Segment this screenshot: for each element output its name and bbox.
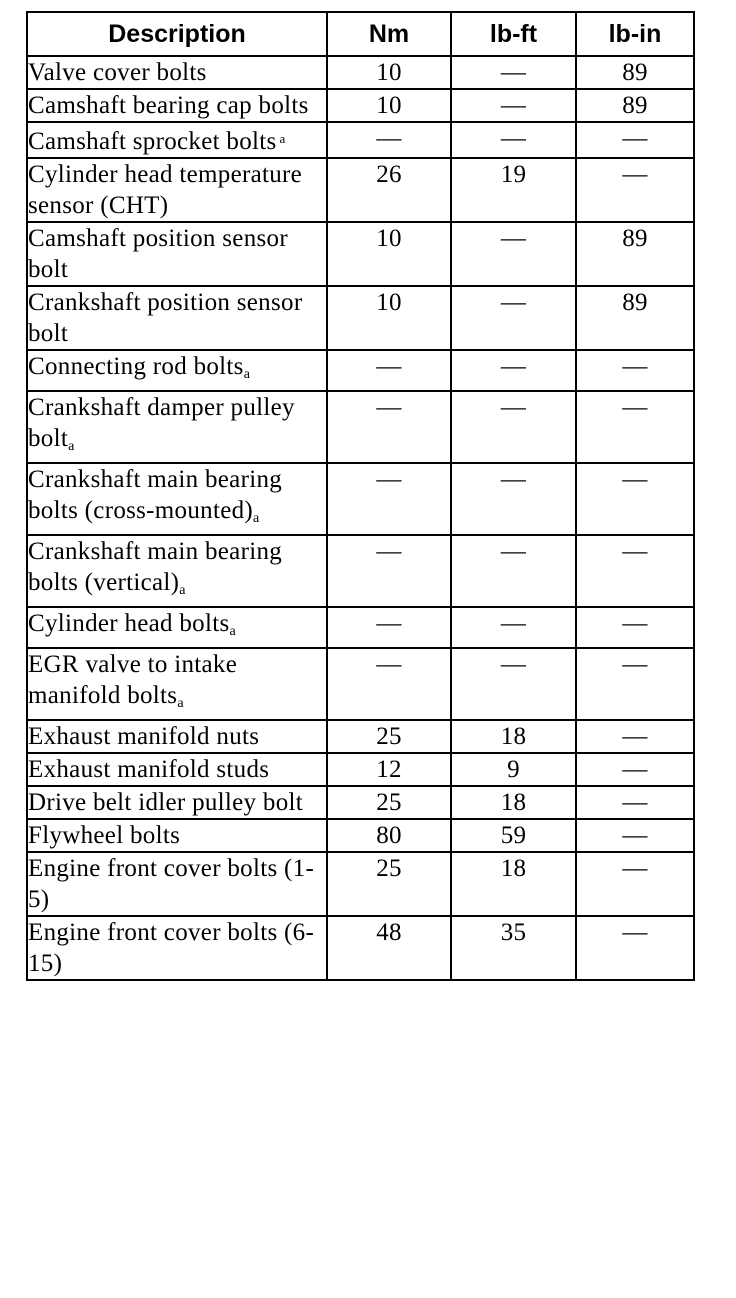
description-text: Valve cover bolts (28, 59, 207, 86)
nm-value-cell: — (327, 607, 451, 648)
nm-value-cell: 10 (327, 89, 451, 122)
lb-ft-value-cell: — (451, 122, 576, 158)
lb-in-value-cell: — (576, 753, 694, 786)
description-cell (27, 535, 327, 607)
description-text: Cylinder head temperature sensor (CHT) (28, 161, 303, 219)
lb-ft-value-cell: — (451, 607, 576, 648)
lb-ft-value-cell: — (451, 463, 576, 535)
lb-ft-value-cell: — (451, 648, 576, 720)
lb-in-value-cell: — (576, 391, 694, 463)
footnote-marker: a (279, 131, 286, 146)
table-header-row (27, 12, 694, 56)
table-row (27, 391, 694, 463)
lb-ft-value-cell: 18 (451, 786, 576, 819)
lb-in-value-cell: 89 (576, 222, 694, 286)
torque-specification-table (26, 11, 695, 981)
footnote-marker: a (253, 511, 260, 526)
table-row (27, 463, 694, 535)
description-text: Connecting rod bolts (28, 353, 244, 380)
description-cell (27, 463, 327, 535)
lb-in-value-cell: — (576, 786, 694, 819)
lb-in-value-cell: — (576, 122, 694, 158)
lb-ft-value-cell: 59 (451, 819, 576, 852)
table-row (27, 158, 694, 222)
footnote-marker: a (243, 367, 251, 382)
header-nm: Nm (327, 12, 451, 56)
description-cell (27, 286, 327, 350)
table-body (27, 56, 694, 980)
table-row (27, 786, 694, 819)
lb-ft-value-cell: — (451, 535, 576, 607)
description-text: Crankshaft main bearing bolts (cross-mounted) (28, 466, 283, 524)
nm-value-cell: — (327, 391, 451, 463)
description-cell (27, 350, 327, 391)
table-row (27, 819, 694, 852)
nm-value-cell: 12 (327, 753, 451, 786)
nm-value-cell: 10 (327, 56, 451, 89)
lb-in-value-cell: — (576, 648, 694, 720)
header-lb-ft: lb-ft (451, 12, 576, 56)
footnote-marker: a (229, 624, 237, 639)
description-cell (27, 720, 327, 753)
description-cell (27, 158, 327, 222)
table-row (27, 89, 694, 122)
description-cell (27, 391, 327, 463)
nm-value-cell: 26 (327, 158, 451, 222)
description-text: Exhaust manifold nuts (28, 723, 260, 750)
table-row (27, 648, 694, 720)
description-cell (27, 56, 327, 89)
lb-ft-value-cell: — (451, 222, 576, 286)
nm-value-cell: 48 (327, 916, 451, 980)
lb-ft-value-cell: — (451, 56, 576, 89)
table-row (27, 222, 694, 286)
nm-value-cell: 25 (327, 852, 451, 916)
lb-in-value-cell: — (576, 535, 694, 607)
lb-ft-value-cell: 9 (451, 753, 576, 786)
nm-value-cell: — (327, 648, 451, 720)
table-row (27, 607, 694, 648)
footnote-marker: a (179, 583, 186, 598)
nm-value-cell: — (327, 463, 451, 535)
lb-in-value-cell: — (576, 819, 694, 852)
lb-ft-value-cell: — (451, 286, 576, 350)
nm-value-cell: 10 (327, 222, 451, 286)
description-cell (27, 607, 327, 648)
footnote-marker: a (68, 439, 75, 454)
description-cell (27, 222, 327, 286)
lb-ft-value-cell: 35 (451, 916, 576, 980)
table-row (27, 286, 694, 350)
lb-ft-value-cell: 18 (451, 720, 576, 753)
footnote-marker: a (177, 696, 184, 711)
nm-value-cell: — (327, 350, 451, 391)
table-row (27, 56, 694, 89)
description-cell (27, 916, 327, 980)
lb-ft-value-cell: 18 (451, 852, 576, 916)
description-text: Camshaft sprocket bolts (28, 128, 277, 155)
table-row (27, 916, 694, 980)
description-text: Engine front cover bolts (6-15) (28, 919, 315, 977)
lb-in-value-cell: — (576, 852, 694, 916)
table-row (27, 753, 694, 786)
description-text: Camshaft position sensor bolt (28, 225, 288, 283)
lb-in-value-cell: — (576, 916, 694, 980)
description-text: EGR valve to intake manifold bolts (28, 651, 238, 709)
table-row (27, 535, 694, 607)
header-lb-in: lb-in (576, 12, 694, 56)
table-row (27, 350, 694, 391)
description-cell (27, 89, 327, 122)
lb-in-value-cell: 89 (576, 56, 694, 89)
description-text: Drive belt idler pulley bolt (28, 789, 304, 816)
lb-ft-value-cell: — (451, 391, 576, 463)
header-description: Description (27, 12, 327, 56)
lb-in-value-cell: — (576, 463, 694, 535)
description-text: Crankshaft damper pulley bolt (28, 394, 295, 452)
lb-in-value-cell: — (576, 607, 694, 648)
description-cell (27, 753, 327, 786)
nm-value-cell: 80 (327, 819, 451, 852)
description-text: Flywheel bolts (28, 822, 181, 849)
lb-ft-value-cell: — (451, 89, 576, 122)
description-text: Exhaust manifold studs (28, 756, 270, 783)
description-cell (27, 786, 327, 819)
description-text: Camshaft bearing cap bolts (28, 92, 309, 119)
table-row (27, 720, 694, 753)
description-text: Crankshaft position sensor bolt (28, 289, 303, 347)
description-text: Engine front cover bolts (1-5) (28, 855, 315, 913)
description-cell (27, 648, 327, 720)
lb-in-value-cell: — (576, 720, 694, 753)
description-text: Crankshaft main bearing bolts (vertical) (28, 538, 283, 596)
description-cell (27, 819, 327, 852)
description-cell (27, 122, 327, 158)
description-cell (27, 852, 327, 916)
table-row (27, 852, 694, 916)
lb-in-value-cell: — (576, 158, 694, 222)
table-row (27, 122, 694, 158)
nm-value-cell: 25 (327, 720, 451, 753)
lb-in-value-cell: 89 (576, 89, 694, 122)
lb-ft-value-cell: — (451, 350, 576, 391)
description-text: Cylinder head bolts (28, 610, 230, 637)
lb-ft-value-cell: 19 (451, 158, 576, 222)
nm-value-cell: 25 (327, 786, 451, 819)
nm-value-cell: — (327, 122, 451, 158)
lb-in-value-cell: 89 (576, 286, 694, 350)
lb-in-value-cell: — (576, 350, 694, 391)
nm-value-cell: 10 (327, 286, 451, 350)
nm-value-cell: — (327, 535, 451, 607)
